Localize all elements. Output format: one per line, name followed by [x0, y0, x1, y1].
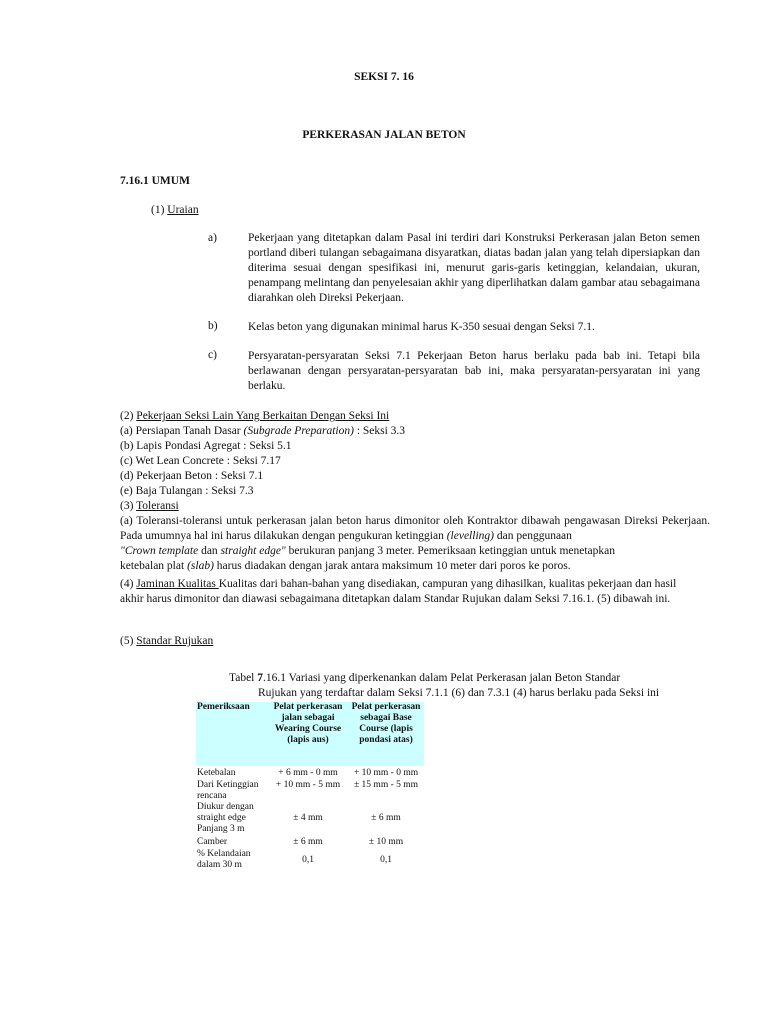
quality-number: (4): [120, 578, 137, 590]
related-sections-number: (2): [120, 410, 137, 422]
table-header-cell: Pelat perkerasan sebagai Base Course (lapis pondasi atas): [348, 702, 424, 766]
related-item-c: (c) Wet Lean Concrete : Seksi 7.17: [120, 455, 281, 467]
table-cell: + 10 mm - 5 mm: [275, 780, 341, 790]
table-header-cell: Pemeriksaan: [196, 702, 268, 766]
table-cell: ± 6 mm: [293, 836, 323, 847]
table-header-row: [196, 702, 424, 766]
related-item-d: (d) Pekerjaan Beton : Seksi 7.1: [120, 470, 264, 482]
table-cell: + 6 mm - 0 mm: [278, 767, 338, 778]
table-cell: ± 4 mm: [293, 813, 323, 823]
table-cell: 0,1: [302, 854, 314, 865]
list-item-text: Persyaratan-persyaratan Seksi 7.1 Pekerjaan Beton harus berlaku pada bab ini. Tetapi bila berlawanan dengan persyaratan-persyaratan bab ini, maka persyaratan-persyaratan ini yang berlaku.: [248, 350, 700, 392]
related-item-a: (a) Persiapan Tanah Dasar (Subgrade Preparation) : Seksi 3.3: [120, 425, 406, 437]
table-cell: + 10 mm - 0 mm: [353, 767, 419, 778]
related-item-e: (e) Baja Tulangan : Seksi 7.3: [120, 485, 254, 497]
related-item-b: (b) Lapis Pondasi Agregat : Seksi 5.1: [120, 440, 292, 452]
reference-label: Standar Rujukan: [136, 635, 214, 647]
uraian-number: (1): [151, 204, 168, 216]
reference-heading: [120, 634, 213, 649]
table-cell: Ketebalan: [197, 767, 236, 778]
list-item-text: Kelas beton yang digunakan minimal harus K-350 sesuai dengan Seksi 7.1.: [248, 321, 595, 333]
subsection-heading: 7.16.1 UMUM: [120, 175, 190, 187]
table-cell: 0,1: [380, 854, 392, 865]
quality-label: Jaminan Kualitas: [136, 578, 219, 590]
uraian-heading: [151, 203, 199, 218]
related-sections-heading: [120, 409, 710, 424]
table-row: [196, 802, 424, 835]
tolerance-table: [196, 702, 424, 871]
section-number: SEKSI 7. 16: [354, 71, 414, 83]
table-row: [196, 780, 424, 802]
tolerance-number: (3): [120, 500, 137, 512]
tolerance-paragraph: (a) Toleransi-toleransi untuk perkerasan jalan beton harus dimonitor oleh Kontraktor dibawah pengawasan Direksi Pekerjaan. Pada umumnya hal ini harus dilakukan dengan pengukuran ketinggian (levelling) dan penggunaan "Crown template dan straight edge" berukuran panjang 3 meter. Pemeriksaan ketinggian untuk menetapkan ketebalan plat (slab) harus diadakan dengan jarak antara maksimum 10 meter dari poros ke poros.: [120, 515, 710, 572]
table-cell: Dari Ketinggian rencana: [197, 780, 259, 801]
table-caption: Tabel 7.16.1 Variasi yang diperkenankan dalam Pelat Perkerasan jalan Beton Standar: [229, 672, 621, 684]
table-row: [196, 766, 424, 780]
related-sections-block: [120, 409, 710, 574]
table-cell: ± 15 mm - 5 mm: [353, 780, 419, 790]
table-row: [196, 835, 424, 849]
table-cell: % Kelandaian dalam 30 m: [197, 849, 251, 870]
tolerance-label: Toleransi: [136, 500, 179, 512]
table-row: [196, 849, 424, 871]
table-cell: Diukur dengan straight edge Panjang 3 m: [197, 802, 254, 834]
list-item-letter: c): [208, 349, 217, 361]
quality-text: Kualitas dari bahan-bahan yang disediakan, campuran yang dihasilkan, kualitas pekerjaan dan hasil akhir harus dimonitor dan diawasi sebagaimana ditetapkan dalam Standar Rujukan dalam Seksi 7.16.1. (5) dibawah ini.: [120, 578, 677, 605]
table-header-cell: Pelat perkerasan jalan sebagai Wearing Course (lapis aus): [268, 702, 348, 766]
uraian-label: Uraian: [167, 204, 199, 216]
list-item-text: Pekerjaan yang ditetapkan dalam Pasal ini terdiri dari Konstruksi Perkerasan jalan Beton semen portland diberi tulangan sebagaimana disyaratkan, diatas badan jalan yang telah dipersiapkan dan diterima sesuai dengan spesifikasi ini, menurut garis-garis ketinggian, kelandaian, ukuran, penampang melintang dan penyelesaian akhir yang diperlihatkan dalam gambar atau sebagaimana diarahkan oleh Direksi Pekerjaan.: [248, 232, 700, 304]
table-cell: ± 10 mm: [368, 836, 404, 847]
related-sections-label: Pekerjaan Seksi Lain Yang Berkaitan Dengan Seksi Ini: [136, 410, 390, 422]
list-item-letter: a): [208, 232, 217, 244]
section-title: PERKERASAN JALAN BETON: [302, 129, 466, 141]
reference-number: (5): [120, 635, 137, 647]
list-item-letter: b): [208, 320, 218, 332]
tolerance-heading: [120, 499, 710, 514]
quality-paragraph: [120, 577, 690, 607]
table-cell: ± 6 mm: [371, 813, 401, 823]
table-cell: Camber: [197, 836, 228, 847]
table-caption-line2: Rujukan yang terdaftar dalam Seksi 7.1.1 (6) dan 7.3.1 (4) harus berlaku pada Seksi ini: [258, 687, 660, 699]
